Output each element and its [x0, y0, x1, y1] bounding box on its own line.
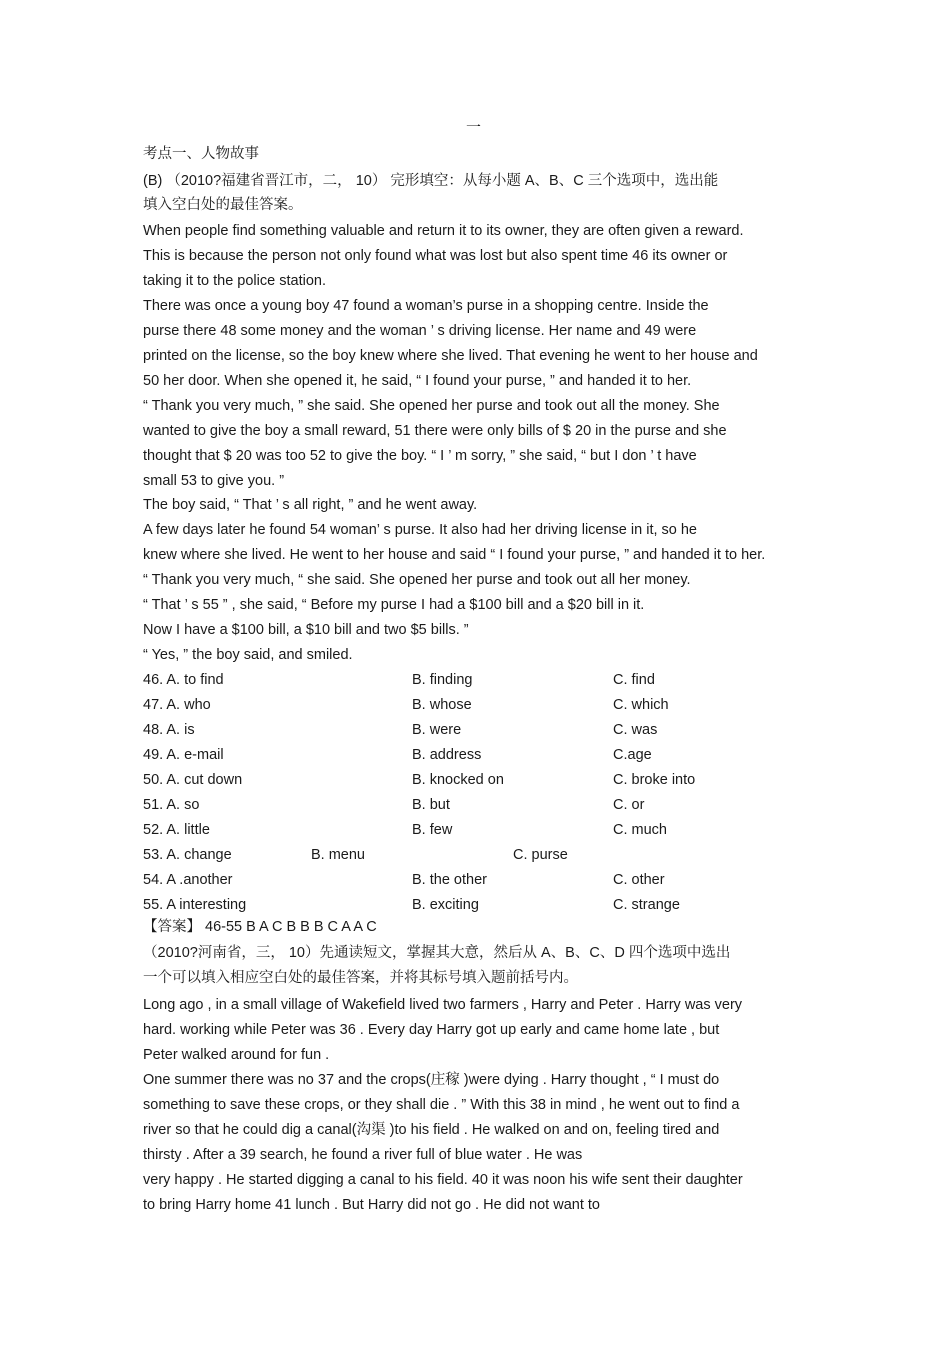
q1-passage-line: There was once a young boy 47 found a woman’s purse in a shopping centre. Inside the: [143, 297, 709, 314]
q2-passage-line: Peter walked around for fun .: [143, 1046, 330, 1063]
section-title: 考点一、人物故事: [143, 146, 259, 162]
q1-option-b: B. menu: [311, 847, 365, 863]
q1-passage-line: The boy said, “ That ’ s all right, ” and he went away.: [143, 497, 478, 514]
q1-option-a: 53. A. change: [143, 847, 232, 863]
q1-intro-line1: (B) （2010?福建省晋江市，二， 10） 完形填空：从每小题 A、B、C 三个选项中，选出能: [143, 173, 719, 189]
q1-option-b: B. knocked on: [412, 772, 504, 788]
q1-passage-line: purse there 48 some money and the woman ’ s driving license. Her name and 49 were: [143, 322, 697, 339]
q1-passage-line: “ That ’ s 55 ” , she said, “ Before my purse I had a $100 bill and a $20 bill in it.: [143, 597, 645, 614]
q1-option-b: B. few: [412, 822, 453, 838]
q2-passage-line: very happy . He started digging a canal to his field. 40 it was noon his wife sent their daughter: [143, 1171, 743, 1188]
q1-option-c: C. purse: [513, 847, 568, 863]
q1-option-c: C. other: [613, 872, 665, 888]
q1-passage-line: Now I have a $100 bill, a $10 bill and two $5 bills. ”: [143, 622, 469, 639]
q2-intro-line1: （2010?河南省，三， 10）先通读短文，掌握其大意，然后从 A、B、C、D 四个选项中选出: [143, 945, 731, 961]
q1-option-a: 47. A. who: [143, 697, 211, 713]
q1-passage-line: taking it to the police station.: [143, 272, 326, 289]
q1-option-a: 46. A. to find: [143, 672, 224, 688]
q1-passage-line: A few days later he found 54 woman’ s purse. It also had her driving license in it, so he: [143, 522, 697, 539]
q1-option-a: 51. A. so: [143, 797, 200, 813]
q1-option-a: 50. A. cut down: [143, 772, 243, 788]
q1-option-c: C. which: [613, 697, 669, 713]
q1-option-c: C. or: [613, 797, 645, 813]
q1-intro-line2: 填入空白处的最佳答案。: [143, 197, 303, 213]
q2-passage-line: One summer there was no 37 and the crops(庄稼 )were dying . Harry thought , “ I must do: [143, 1071, 720, 1088]
q1-passage-line: wanted to give the boy a small reward, 51 there were only bills of $ 20 in the purse and she: [143, 422, 727, 439]
q1-option-b: B. finding: [412, 672, 473, 688]
q1-passage-line: 50 her door. When she opened it, he said, “ I found your purse, ” and handed it to her.: [143, 372, 692, 389]
q2-passage-line: thirsty . After a 39 search, he found a river full of blue water . He was: [143, 1146, 583, 1163]
q1-passage-line: This is because the person not only found what was lost but also spent time 46 its owner or: [143, 247, 728, 264]
q1-passage-line: printed on the license, so the boy knew where she lived. That evening he went to her house and: [143, 347, 758, 364]
q1-passage-line: thought that $ 20 was too 52 to give the boy. “ I ’ m sorry, ” she said, “ but I don ’ t have: [143, 447, 697, 464]
q2-passage-line: hard. working while Peter was 36 . Every day Harry got up early and came home late , but: [143, 1021, 720, 1038]
q2-passage-line: to bring Harry home 41 lunch . But Harry did not go . He did not want to: [143, 1196, 600, 1213]
q1-passage-line: “ Thank you very much, “ she said. She opened her purse and took out all her money.: [143, 572, 691, 589]
q1-option-a: 55. A interesting: [143, 897, 247, 913]
q2-passage-line: something to save these crops, or they shall die . ” With this 38 in mind , he went out to find a: [143, 1096, 740, 1113]
header-mark: 一: [466, 119, 482, 136]
q1-option-c: C.age: [613, 747, 652, 763]
q2-passage-line: Long ago , in a small village of Wakefield lived two farmers , Harry and Peter . Harry was very: [143, 997, 743, 1013]
q1-passage-line: small 53 to give you. ”: [143, 472, 285, 489]
q1-option-b: B. exciting: [412, 897, 479, 913]
q1-option-c: C. broke into: [613, 772, 696, 788]
q1-passage-line: knew where she lived. He went to her house and said “ I found your purse, ” and handed it to her.: [143, 547, 766, 564]
q1-passage-line: “ Thank you very much, ” she said. She opened her purse and took out all the money. She: [143, 397, 720, 414]
q1-option-b: B. the other: [412, 872, 487, 888]
q1-option-a: 48. A. is: [143, 722, 195, 738]
q1-option-b: B. but: [412, 797, 450, 813]
q2-intro-line2: 一个可以填入相应空白处的最佳答案，并将其标号填入题前括号内。: [143, 970, 578, 986]
q2-passage-line: river so that he could dig a canal(沟渠 )to his field . He walked on and on, feeling tired and: [143, 1121, 720, 1138]
q1-option-b: B. were: [412, 722, 462, 738]
q1-option-c: C. strange: [613, 897, 680, 913]
q1-passage-line: “ Yes, ” the boy said, and smiled.: [143, 647, 353, 664]
q1-option-c: C. much: [613, 822, 667, 838]
q1-option-a: 49. A. e-mail: [143, 747, 224, 763]
q1-passage-line: When people find something valuable and return it to its owner, they are often given a reward.: [143, 223, 744, 239]
q1-option-b: B. address: [412, 747, 482, 763]
q1-option-c: C. was: [613, 722, 658, 738]
q1-option-b: B. whose: [412, 697, 472, 713]
q1-option-a: 54. A .another: [143, 872, 233, 888]
q1-option-a: 52. A. little: [143, 822, 210, 838]
q1-answer: 【答案】 46-55 B A C B B B C A A C: [143, 919, 377, 935]
q1-option-c: C. find: [613, 672, 655, 688]
